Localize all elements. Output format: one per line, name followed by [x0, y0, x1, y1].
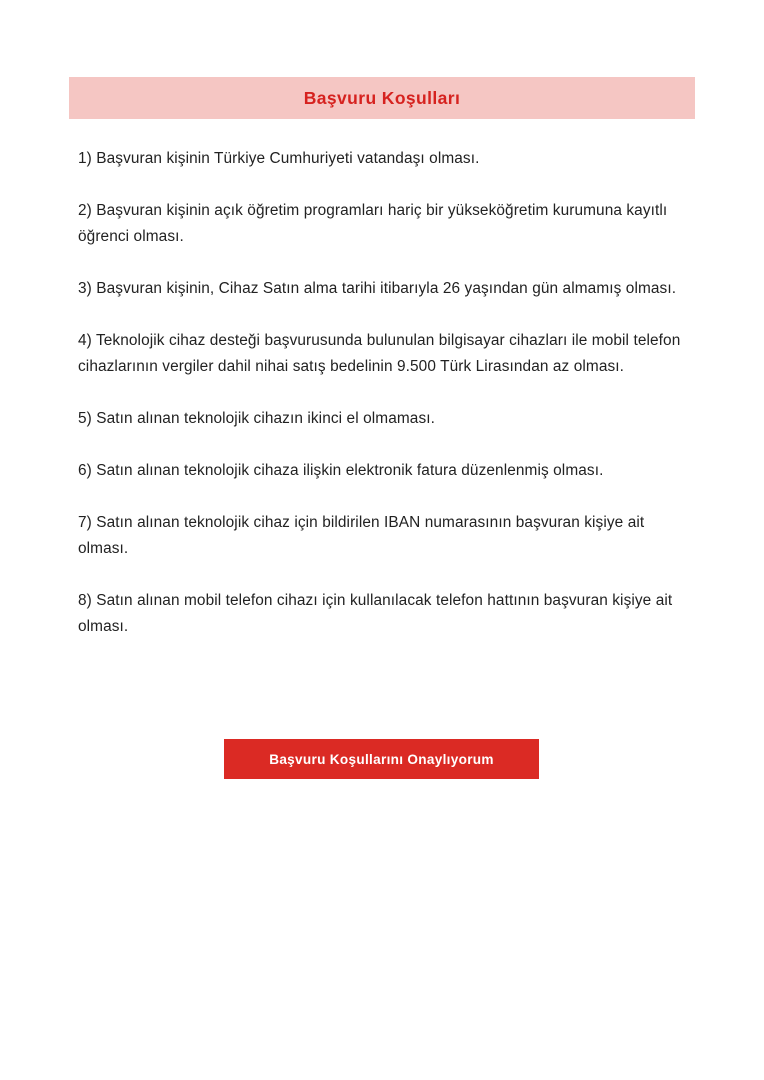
condition-item-5: 5) Satın alınan teknolojik cihazın ikinci el olmaması.: [78, 410, 435, 427]
condition-item-1: 1) Başvuran kişinin Türkiye Cumhuriyeti vatandaşı olması.: [78, 150, 480, 167]
condition-item-7: 7) Satın alınan teknolojik cihaz için bildirilen IBAN numarasının başvuran kişiye ait olması.: [78, 514, 645, 557]
condition-item-3: 3) Başvuran kişinin, Cihaz Satın alma tarihi itibarıyla 26 yaşından gün almamış olması.: [78, 280, 677, 297]
condition-item-2: 2) Başvuran kişinin açık öğretim programları hariç bir yükseköğretim kurumuna kayıtlı öğrenci olması.: [78, 202, 668, 245]
page-title: Başvuru Koşulları: [303, 87, 461, 108]
condition-item-6: 6) Satın alınan teknolojik cihaza ilişkin elektronik fatura düzenlenmiş olması.: [78, 462, 604, 479]
condition-item-8: 8) Satın alınan mobil telefon cihazı için kullanılacak telefon hattının başvuran kişiye ait olması.: [78, 592, 673, 635]
condition-item-4: 4) Teknolojik cihaz desteği başvurusunda bulunulan bilgisayar cihazları ile mobil telefon cihazlarının vergiler dahil nihai satış bedelinin 9.500 Türk Lirasından az olması.: [78, 332, 681, 375]
conditions-header: [69, 77, 695, 119]
conditions-list: [78, 146, 698, 666]
approve-conditions-button[interactable]: Başvuru Koşullarını Onaylıyorum: [224, 739, 539, 779]
